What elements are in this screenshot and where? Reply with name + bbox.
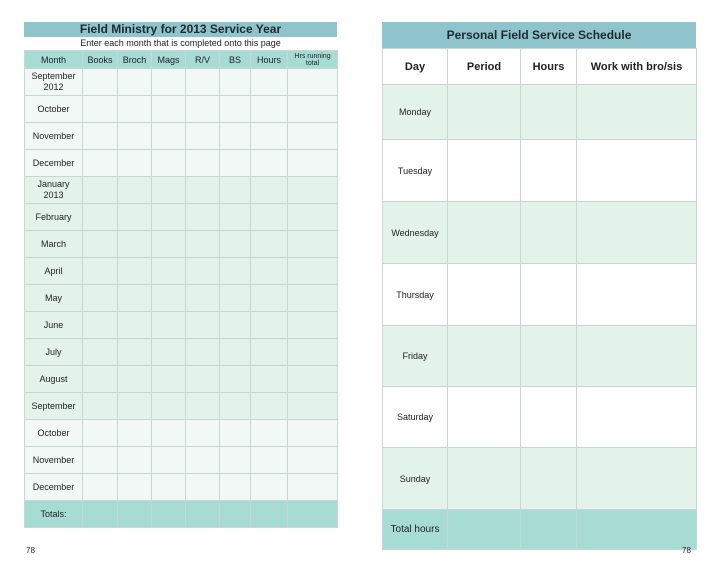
day-label: Monday [383,85,448,140]
month-label [25,393,83,420]
entry-cell[interactable] [288,123,338,150]
entry-cell[interactable] [118,96,152,123]
table-row [25,123,338,150]
entry-cell[interactable] [220,123,251,150]
month-label-line: December [32,481,75,492]
column-header-mags: Mags [152,51,186,69]
month-label [25,150,83,177]
month-label-line: October [37,103,70,114]
entry-cell[interactable] [220,339,251,366]
entry-cell[interactable] [152,285,186,312]
entry-cell[interactable] [83,339,118,366]
monthly-activity-table [24,50,338,528]
entry-cell[interactable] [186,474,220,501]
day-label: Wednesday [383,202,448,264]
schedule-entry-cell[interactable] [577,202,697,264]
entry-cell[interactable] [186,150,220,177]
total-cell[interactable] [251,501,288,528]
entry-cell[interactable] [152,150,186,177]
entry-cell[interactable] [118,150,152,177]
schedule-entry-cell[interactable] [577,448,697,510]
schedule-entry-cell[interactable] [448,387,521,448]
schedule-entry-cell[interactable] [521,85,577,140]
total-hours-label: Total hours [383,510,448,550]
entry-cell[interactable] [83,447,118,474]
day-label: Sunday [383,448,448,510]
entry-cell[interactable] [288,420,338,447]
schedule-entry-cell[interactable] [521,326,577,387]
entry-cell[interactable] [152,69,186,96]
schedule-row [383,448,697,510]
day-label: Thursday [383,264,448,326]
entry-cell[interactable] [220,96,251,123]
entry-cell[interactable] [186,177,220,204]
column-header-r-v: R/V [186,51,220,69]
field-service-schedule [382,22,696,550]
month-label-line: August [39,373,68,384]
entry-cell[interactable] [118,339,152,366]
schedule-entry-cell[interactable] [448,326,521,387]
entry-cell[interactable] [186,258,220,285]
entry-cell[interactable] [288,69,338,96]
schedule-row [383,264,697,326]
total-hours-cell[interactable] [521,510,577,550]
month-label [25,339,83,366]
entry-cell[interactable] [118,474,152,501]
column-header-month: Month [25,51,83,69]
entry-cell[interactable] [118,420,152,447]
column-header-hrs-running-total: Hrs running total [288,51,338,69]
entry-cell[interactable] [288,285,338,312]
table-row [25,231,338,258]
entry-cell[interactable] [288,393,338,420]
entry-cell[interactable] [186,447,220,474]
entry-cell[interactable] [152,366,186,393]
total-cell[interactable] [152,501,186,528]
entry-cell[interactable] [186,69,220,96]
month-label-line: February [35,211,72,222]
schedule-entry-cell[interactable] [448,85,521,140]
entry-cell[interactable] [83,204,118,231]
month-label-line: 2013 [43,190,64,200]
table-row [25,447,338,474]
entry-cell[interactable] [220,69,251,96]
entry-cell[interactable] [220,204,251,231]
entry-cell[interactable] [288,150,338,177]
entry-cell[interactable] [251,69,288,96]
total-hours-row [383,510,697,550]
entry-cell[interactable] [83,177,118,204]
entry-cell[interactable] [152,474,186,501]
month-label [25,177,83,204]
entry-cell[interactable] [251,366,288,393]
schedule-entry-cell[interactable] [448,202,521,264]
entry-cell[interactable] [118,177,152,204]
entry-cell[interactable] [288,312,338,339]
entry-cell[interactable] [152,231,186,258]
column-header-broch: Broch [118,51,152,69]
month-label [25,420,83,447]
entry-cell[interactable] [186,312,220,339]
schedule-header-day: Day [383,49,448,85]
entry-cell[interactable] [152,420,186,447]
entry-cell[interactable] [118,69,152,96]
schedule-row [383,326,697,387]
month-label [25,285,83,312]
table-row [25,285,338,312]
schedule-entry-cell[interactable] [521,264,577,326]
entry-cell[interactable] [251,312,288,339]
service-year-report [24,22,337,528]
entry-cell[interactable] [118,231,152,258]
entry-cell[interactable] [251,474,288,501]
entry-cell[interactable] [152,447,186,474]
entry-cell[interactable] [251,447,288,474]
entry-cell[interactable] [83,96,118,123]
schedule-entry-cell[interactable] [521,202,577,264]
schedule-row [383,85,697,140]
month-label-line: November [32,130,75,141]
entry-cell[interactable] [251,420,288,447]
month-label-line: March [40,238,66,249]
entry-cell[interactable] [288,231,338,258]
entry-cell[interactable] [220,177,251,204]
entry-cell[interactable] [83,258,118,285]
entry-cell[interactable] [152,96,186,123]
month-label [25,69,83,96]
entry-cell[interactable] [186,123,220,150]
entry-cell[interactable] [118,393,152,420]
column-header-bs: BS [220,51,251,69]
entry-cell[interactable] [83,474,118,501]
report-title: Field Ministry for 2013 Service Year [24,22,337,37]
month-label [25,258,83,285]
month-label-line: April [44,265,63,276]
entry-cell[interactable] [118,204,152,231]
schedule-row [383,387,697,448]
entry-cell[interactable] [288,258,338,285]
entry-cell[interactable] [220,420,251,447]
month-label [25,204,83,231]
month-label [25,366,83,393]
month-label-line: December [32,157,75,168]
schedule-header-hours: Hours [521,49,577,85]
table-row [25,204,338,231]
entry-cell[interactable] [83,123,118,150]
entry-cell[interactable] [186,204,220,231]
weekly-schedule-table [382,48,697,550]
total-cell[interactable] [186,501,220,528]
page-number-left: 78 [26,546,35,555]
entry-cell[interactable] [152,339,186,366]
month-label [25,96,83,123]
day-label: Saturday [383,387,448,448]
entry-cell[interactable] [118,123,152,150]
entry-cell[interactable] [83,393,118,420]
total-cell[interactable] [83,501,118,528]
schedule-row [383,202,697,264]
entry-cell[interactable] [186,285,220,312]
entry-cell[interactable] [251,393,288,420]
entry-cell[interactable] [220,312,251,339]
entry-cell[interactable] [118,447,152,474]
entry-cell[interactable] [251,339,288,366]
entry-cell[interactable] [251,258,288,285]
entry-cell[interactable] [186,339,220,366]
entry-cell[interactable] [251,231,288,258]
entry-cell[interactable] [220,447,251,474]
entry-cell[interactable] [83,231,118,258]
month-label-line: September [31,400,76,411]
total-cell[interactable] [288,501,338,528]
entry-cell[interactable] [220,231,251,258]
month-label [25,474,83,501]
month-label-line: July [45,346,62,357]
entry-cell[interactable] [251,96,288,123]
table-row [25,312,338,339]
schedule-entry-cell[interactable] [577,387,697,448]
month-label-line: May [44,292,62,303]
entry-cell[interactable] [251,150,288,177]
day-label: Friday [383,326,448,387]
table-row [25,258,338,285]
schedule-entry-cell[interactable] [577,85,697,140]
entry-cell[interactable] [186,231,220,258]
schedule-title: Personal Field Service Schedule [382,22,696,48]
column-header-books: Books [83,51,118,69]
entry-cell[interactable] [288,366,338,393]
schedule-entry-cell[interactable] [521,387,577,448]
total-hours-cell[interactable] [577,510,697,550]
entry-cell[interactable] [288,447,338,474]
entry-cell[interactable] [152,123,186,150]
entry-cell[interactable] [220,474,251,501]
month-label [25,231,83,258]
entry-cell[interactable] [288,204,338,231]
schedule-entry-cell[interactable] [577,140,697,202]
entry-cell[interactable] [186,393,220,420]
schedule-header-period: Period [448,49,521,85]
entry-cell[interactable] [152,177,186,204]
schedule-row [383,140,697,202]
month-label-line: September [31,71,76,81]
month-label [25,123,83,150]
month-label-line: June [43,319,64,330]
entry-cell[interactable] [83,312,118,339]
entry-cell[interactable] [251,204,288,231]
table-row [25,150,338,177]
schedule-entry-cell[interactable] [577,326,697,387]
entry-cell[interactable] [118,366,152,393]
entry-cell[interactable] [220,258,251,285]
schedule-entry-cell[interactable] [448,448,521,510]
column-header-hours: Hours [251,51,288,69]
entry-cell[interactable] [83,69,118,96]
month-label [25,447,83,474]
month-label-line: October [37,427,70,438]
entry-cell[interactable] [186,366,220,393]
entry-cell[interactable] [288,96,338,123]
month-label-line: 2012 [43,82,64,92]
entry-cell[interactable] [251,177,288,204]
entry-cell[interactable] [152,312,186,339]
month-label-line: November [32,454,75,465]
table-row [25,420,338,447]
entry-cell[interactable] [152,204,186,231]
day-label: Tuesday [383,140,448,202]
table-row [25,177,338,204]
schedule-header-row [383,49,697,85]
entry-cell[interactable] [220,393,251,420]
entry-cell[interactable] [288,177,338,204]
month-label-line: January [37,179,70,189]
entry-cell[interactable] [118,312,152,339]
entry-cell[interactable] [83,285,118,312]
table-row [25,339,338,366]
entry-cell[interactable] [152,393,186,420]
entry-cell[interactable] [83,420,118,447]
schedule-entry-cell[interactable] [448,140,521,202]
entry-cell[interactable] [83,366,118,393]
entry-cell[interactable] [118,258,152,285]
report-subtitle: Enter each month that is completed onto this page [80,38,281,48]
entry-cell[interactable] [186,420,220,447]
entry-cell[interactable] [288,474,338,501]
entry-cell[interactable] [83,150,118,177]
table-row [25,69,338,96]
entry-cell[interactable] [186,96,220,123]
entry-cell[interactable] [152,258,186,285]
entry-cell[interactable] [251,285,288,312]
schedule-entry-cell[interactable] [577,264,697,326]
schedule-header-work-with-bro-sis: Work with bro/sis [577,49,697,85]
entry-cell[interactable] [220,366,251,393]
month-label [25,312,83,339]
totals-row [25,501,338,528]
entry-cell[interactable] [220,285,251,312]
entry-cell[interactable] [251,123,288,150]
page-number-right: 78 [682,546,691,555]
table-row [25,393,338,420]
total-hours-cell[interactable] [448,510,521,550]
schedule-entry-cell[interactable] [521,140,577,202]
entry-cell[interactable] [220,150,251,177]
total-cell[interactable] [220,501,251,528]
totals-label: Totals: [25,501,83,528]
table-row [25,474,338,501]
schedule-entry-cell[interactable] [521,448,577,510]
schedule-entry-cell[interactable] [448,264,521,326]
entry-cell[interactable] [288,339,338,366]
table-row [25,366,338,393]
total-cell[interactable] [118,501,152,528]
table-header-row [25,51,338,69]
entry-cell[interactable] [118,285,152,312]
table-row [25,96,338,123]
